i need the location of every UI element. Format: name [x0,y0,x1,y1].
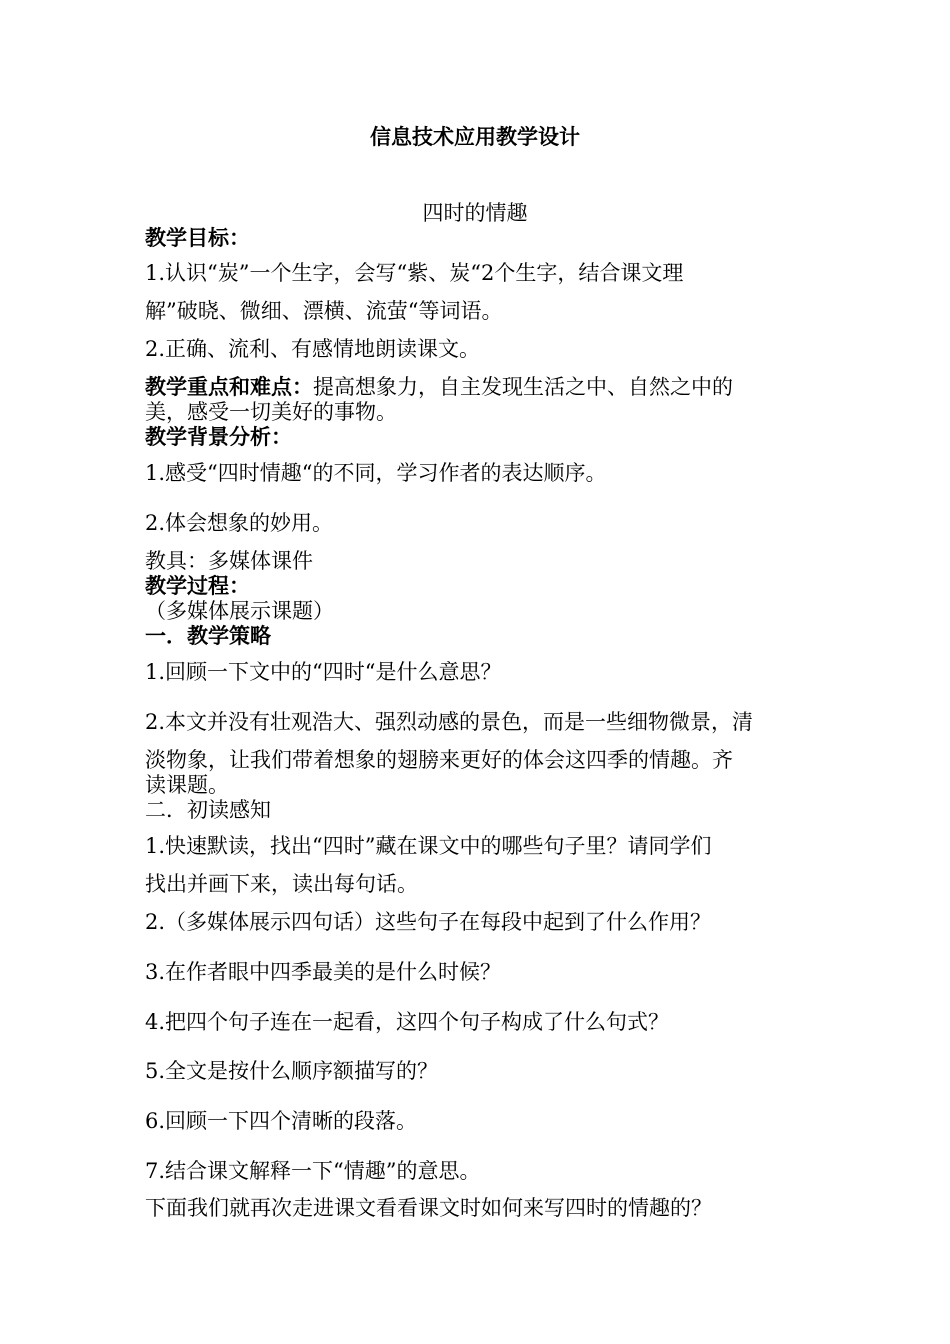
section-1-item-1: 1.回顾一下文中的“四时“是什么意思？ [145,660,502,684]
section-1-heading: 一．教学策略 [145,624,271,648]
section-2-item-4: 4.把四个句子连在一起看，这四个句子构成了什么句式？ [145,1010,670,1034]
process-note: （多媒体展示课题） [145,599,334,623]
section-2-item-5: 5.全文是按什么顺序额描写的？ [145,1059,439,1083]
section-2-item-7: 7.结合课文解释一下“情趣”的意思。 [145,1159,481,1183]
section-1-item-2-line-3: 读课题。 [145,773,229,797]
section-1-item-2-line-2: 淡物象，让我们带着想象的翅膀来更好的体会这四季的情趣。齐 [145,748,733,772]
goals-heading: 教学目标： [145,226,250,250]
section-1-item-2-line-1: 2.本文并没有壮观浩大、强烈动感的景色，而是一些细物微景，清 [145,710,754,734]
background-1: 1.感受“四时情趣“的不同，学习作者的表达顺序。 [145,461,607,485]
background-heading: 教学背景分析： [145,425,292,449]
key-points-text: 提高想象力，自主发现生活之中、自然之中的 [313,375,733,399]
goal-2: 2.正确、流利、有感情地朗读课文。 [145,337,481,361]
section-2-item-1-line-2: 找出并画下来，读出每句话。 [145,872,418,896]
process-heading: 教学过程： [145,574,250,598]
document-title: 信息技术应用教学设计 [370,125,580,149]
goal-1-line-1: 1.认识“炭”一个生字，会写“紫、炭“2个生字，结合课文理 [145,261,684,285]
key-points-paragraph [145,374,733,400]
section-2-item-2: 2.（多媒体展示四句话）这些句子在每段中起到了什么作用？ [145,910,712,934]
background-2: 2.体会想象的妙用。 [145,511,334,535]
closing-line: 下面我们就再次走进课文看看课文时如何来写四时的情趣的？ [145,1196,712,1220]
section-2-item-1-line-1: 1.快速默读，找出“四时”藏在课文中的哪些句子里？请同学们 [145,834,712,858]
section-2-item-3: 3.在作者眼中四季最美的是什么时候？ [145,960,502,984]
key-points-label: 教学重点和难点： [145,375,313,399]
goal-1-line-2: 解”破晓、微细、漂横、流萤“等词语。 [145,299,503,323]
section-2-heading: 二．初读感知 [145,798,271,822]
teaching-tools: 教具：多媒体课件 [145,549,313,573]
lesson-title: 四时的情趣 [422,201,528,225]
key-points-line-2: 美，感受一切美好的事物。 [145,400,397,424]
section-2-item-6: 6.回顾一下四个清晰的段落。 [145,1109,418,1133]
